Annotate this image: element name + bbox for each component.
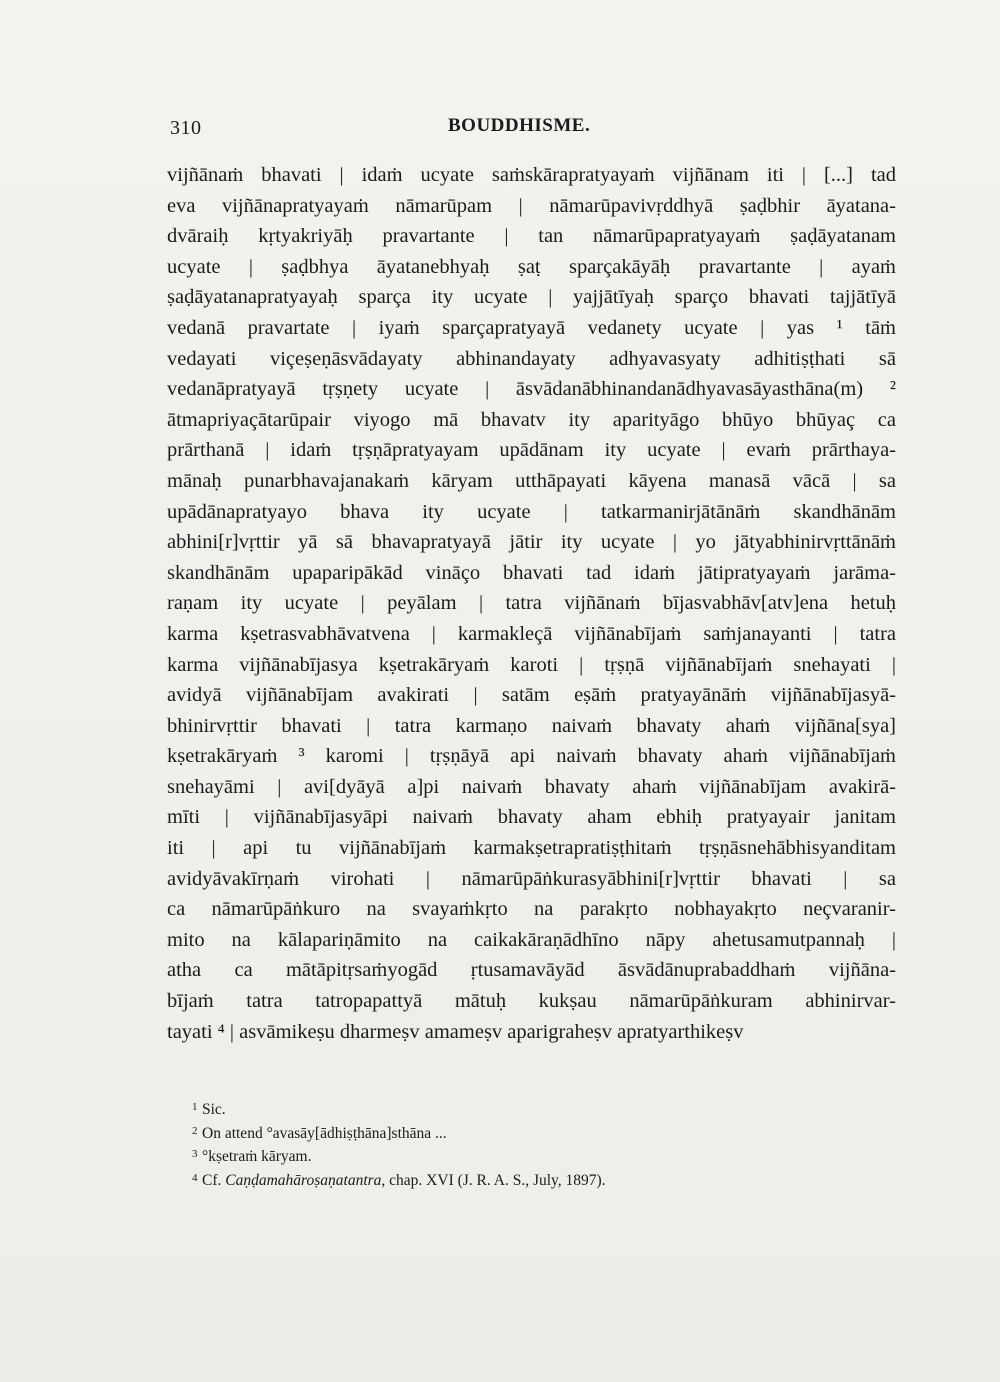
- text-line: eva vijñānapratyayaṁ nāmarūpam | nāmarūpavivṛddhyā ṣaḍbhir āyatana-: [167, 194, 896, 217]
- main-text: [167, 160, 896, 1047]
- text-line: bhinirvṛttir bhavati | tatra karmaṇo naivaṁ bhavaty ahaṁ vijñāna[sya]: [167, 714, 896, 737]
- text-line: karma kṣetrasvabhāvatvena | karmakleçā vijñānabījaṁ saṁjanayanti | tatra: [167, 622, 896, 645]
- text-line: mānaḥ punarbhavajanakaṁ kāryam utthāpayati kāyena manasā vācā | sa: [167, 469, 896, 492]
- text-line: mito na kālapariṇāmito na caikakāraṇādhīno nāpy ahetusamutpannaḥ |: [167, 928, 896, 951]
- footnote-number: 4: [192, 1171, 198, 1184]
- footnote: [192, 1096, 752, 1120]
- footnote: [192, 1167, 752, 1191]
- footnotes: [192, 1096, 752, 1190]
- footnote: [192, 1143, 752, 1167]
- text-line: raṇam ity ucyate | peyālam | tatra vijñānaṁ bījasvabhāv[atv]ena hetuḥ: [167, 592, 896, 615]
- footnote-number: 2: [192, 1124, 198, 1137]
- text-line: bījaṁ tatra tatropapattyā mātuḥ kukṣau nāmarūpāṅkuram abhinirvar-: [167, 990, 896, 1013]
- text-line: prārthanā | idaṁ tṛṣṇāpratyayam upādānam ity ucyate | evaṁ prārthaya-: [167, 439, 896, 462]
- footnote-text-prefix: Cf.: [202, 1171, 226, 1189]
- text-line: atha ca mātāpitṛsaṁyogād ṛtusamavāyād āsvādānuprabaddhaṁ vijñāna-: [167, 959, 896, 982]
- text-line: vedanā pravartate | iyaṁ sparçapratyayā vedanety ucyate | yas ¹ tāṁ: [167, 316, 896, 339]
- footnote-text: [202, 1172, 606, 1189]
- text-line: avidyā vijñānabījam avakirati | satām eṣāṁ pratyayānāṁ vijñānabījasyā-: [167, 684, 896, 707]
- footnote: [192, 1120, 752, 1144]
- footnote-number: 3: [192, 1148, 198, 1160]
- text-line: iti | api tu vijñānabījaṁ karmakṣetrapratiṣṭhitaṁ tṛṣṇāsnehābhisyanditam: [167, 837, 896, 860]
- text-line: kṣetrakāryaṁ ³ karomi | tṛṣṇāyā api naivaṁ bhavaty ahaṁ vijñānabījaṁ: [167, 745, 896, 768]
- text-line: vedanāpratyayā tṛṣṇety ucyate | āsvādanābhinandanādhyavasāyasthāna(m) ²: [167, 378, 896, 401]
- running-title: BOUDDHISME.: [448, 115, 591, 136]
- text-line: mīti | vijñānabījasyāpi naivaṁ bhavaty aham ebhiḥ pratyayair janitam: [167, 806, 896, 829]
- text-line: vijñānaṁ bhavati | idaṁ ucyate saṁskārapratyayaṁ vijñānam iti | [...] tad: [167, 164, 896, 186]
- text-line: ca nāmarūpāṅkuro na svayaṁkṛto na parakṛto nobhayakṛto neçvaranir-: [167, 898, 896, 921]
- text-line: skandhānām upaparipākād vināço bhavati tad idaṁ jātipratyayaṁ jarāma-: [167, 561, 896, 584]
- footnote-text: Sic.: [202, 1101, 226, 1118]
- text-line: tayati ⁴ | asvāmikeṣu dharmeṣv amameṣv aparigraheṣv apratyarthikeṣv: [167, 1020, 744, 1043]
- page-number: 310: [170, 117, 202, 139]
- text-line: snehayāmi | avi[dyāyā a]pi naivaṁ bhavaty ahaṁ vijñānabījam avakirā-: [167, 775, 896, 798]
- footnote-number: 1: [192, 1101, 198, 1113]
- footnote-title-italic: Caṇḍamahāroṣaṇatantra: [225, 1171, 382, 1189]
- footnote-text: On attend °avasāy[ādhiṣṭhāna]sthāna ...: [202, 1124, 447, 1142]
- text-line: ātmapriyaçātarūpair viyogo mā bhavatv ity aparityāgo bhūyo bhūyaç ca: [167, 408, 896, 431]
- text-line: ucyate | ṣaḍbhya āyatanebhyaḥ ṣaṭ sparçakāyāḥ pravartante | ayaṁ: [167, 255, 896, 278]
- text-line: ṣaḍāyatanapratyayaḥ sparça ity ucyate | yajjātīyaḥ sparço bhavati tajjātīyā: [167, 286, 896, 309]
- text-line: dvāraiḥ kṛtyakriyāḥ pravartante | tan nāmarūpapratyayaṁ ṣaḍāyatanam: [167, 225, 896, 248]
- text-line: upādānapratyayo bhava ity ucyate | tatkarmanirjātānāṁ skandhānām: [167, 500, 896, 523]
- text-line: vedayati viçeṣeṇāsvādayaty abhinandayaty adhyavasyaty adhitiṣṭhati sā: [167, 347, 896, 370]
- text-line: karma vijñānabījasya kṣetrakāryaṁ karoti | tṛṣṇā vijñānabījaṁ snehayati |: [167, 653, 896, 676]
- footnote-text-suffix: , chap. XVI (J. R. A. S., July, 1897).: [381, 1171, 606, 1189]
- text-line: avidyāvakīrṇaṁ virohati | nāmarūpāṅkurasyābhini[r]vṛttir bhavati | sa: [167, 867, 896, 890]
- text-line: abhini[r]vṛttir yā sā bhavapratyayā jātir ity ucyate | yo jātyabhinirvṛttānāṁ: [167, 531, 896, 554]
- footnote-text: °kṣetraṁ kāryam.: [202, 1148, 312, 1165]
